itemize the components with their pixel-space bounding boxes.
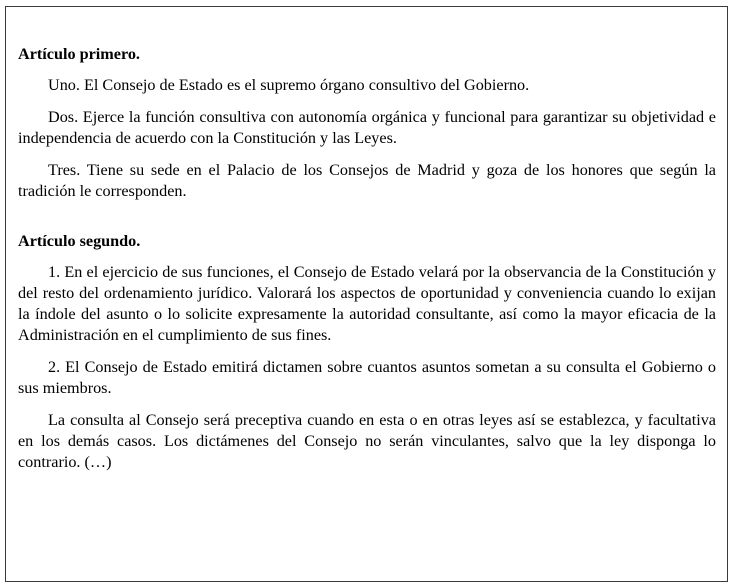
- article-2-paragraph-1: 1. En el ejercicio de sus funciones, el Consejo de Estado velará por la observancia de la Constitución y del resto del ordenamiento jurídico. Valorará los aspectos de oportunidad y conveniencia cuando lo exijan la índole del asunto o lo solicite expresamente la autoridad consultante, así como la mayor eficacia de la Administración en el cumplimiento de sus fines.: [18, 263, 716, 344]
- section-spacer: [18, 213, 716, 231]
- document-body: [18, 44, 716, 484]
- article-1-paragraph-uno: Uno. El Consejo de Estado es el supremo órgano consultivo del Gobierno.: [48, 76, 530, 94]
- article-2-paragraph-2: 2. El Consejo de Estado emitirá dictamen sobre cuantos asuntos sometan a su consulta el Gobierno o sus miembros.: [18, 358, 716, 397]
- article-1-paragraph-tres: Tres. Tiene su sede en el Palacio de los Consejos de Madrid y goza de los honores que según la tradición le corresponden.: [18, 161, 716, 200]
- article-2-heading: Artículo segundo.: [18, 232, 141, 250]
- article-1-heading: Artículo primero.: [18, 45, 140, 63]
- article-1-paragraph-dos: Dos. Ejerce la función consultiva con autonomía orgánica y funcional para garantizar su objetividad e independencia de acuerdo con la Constitución y las Leyes.: [18, 108, 716, 147]
- article-2-paragraph-3: La consulta al Consejo será preceptiva cuando en esta o en otras leyes así se establezca, y facultativa en los demás casos. Los dictámenes del Consejo no serán vinculantes, salvo que la ley disponga lo contrario. (…): [18, 411, 716, 471]
